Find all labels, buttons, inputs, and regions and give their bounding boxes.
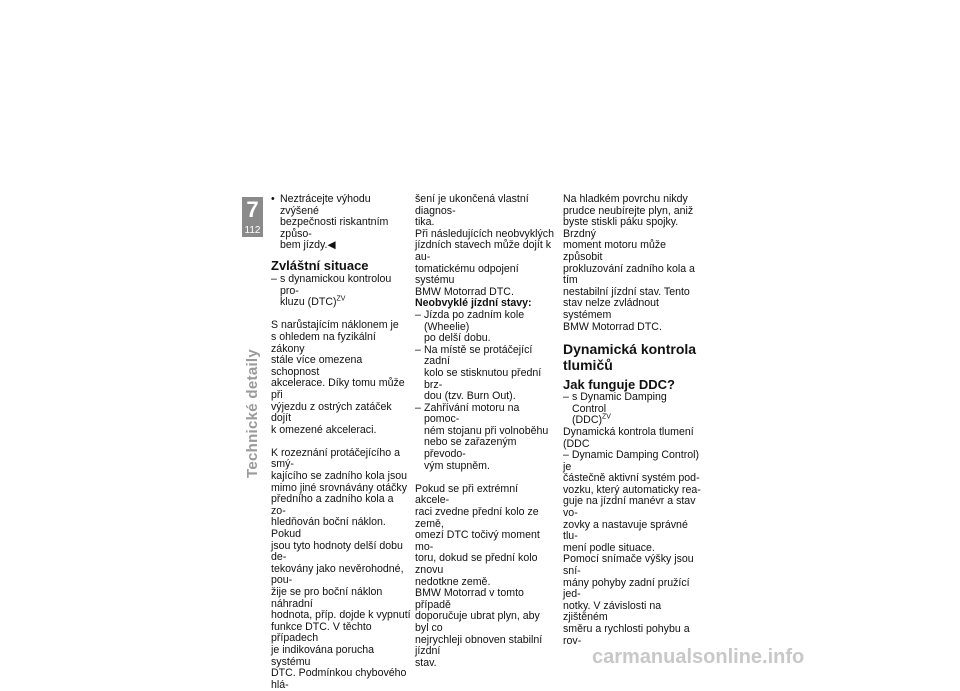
paragraph-lean-angle: S narůstajícím náklonem je s ohledem na fyzikální zákony stále více omezena schopnost akcelerace. Díky tomu může při výjezdu z ostrých zatáček dojít k omezené akceleraci. (271, 319, 405, 436)
bullet-marker: • (271, 193, 275, 205)
column-2 (415, 194, 555, 669)
end-marker-icon: ◀ (327, 239, 336, 252)
paragraph-smooth-surface: Na hladkém povrchu nikdy prudce neubírejte plyn, aniž byste stiskli páku spojky. Brzdný moment motoru může způsobit prokluzování zadního kola a tím nestabilní jízdní stav. Tento stav nelze zvládnout systémem BMW Motorrad DTC. (563, 193, 695, 333)
dash-marker: – (415, 401, 421, 414)
watermark: carmanualsonline.info (592, 646, 805, 668)
column-3 (563, 194, 703, 647)
dash-marker: – (271, 272, 277, 285)
dash-item-dtc: – s dynamickou kontrolou pro- kluzu (DTC)$^{ZV}$ (271, 272, 392, 309)
section-label-wrapper (244, 348, 264, 478)
subheading-how-ddc-works: Jak funguje DDC? (563, 377, 675, 393)
column-1 (271, 194, 411, 691)
dash-marker: – (415, 343, 421, 356)
section-label: Technické detaily (244, 348, 261, 478)
heading-special-situations: Zvláštní situace (271, 257, 369, 273)
list-item: – Jízda po zadním kole (Wheelie) po delší dobu. (415, 308, 525, 345)
dash-marker: – (563, 391, 569, 404)
chapter-number: 7 (246, 197, 259, 222)
list-item: – Zahřívání motoru na pomoc- ném stojanu při volnoběhu nebo se zařazeným převodo- vým stupněm. (415, 401, 549, 472)
list-item: – Na místě se protáčející zadní kolo se stisknutou přední brz- dou (tzv. Burn Out). (415, 343, 542, 403)
subheading-unusual-states: Neobvyklé jízdní stavy: (415, 297, 532, 310)
paragraph-wheel-detection: K rozeznání protáčejícího a smý- kajícího se zadního kola jsou mimo jiné srovnávány otáčky předního a zadního kola a zo- hledňován boční náklon. Pokud jsou tyto hodnoty delší dobu de- tekovány jako nevěrohodné, pou- žije se pro boční náklon náhradní hodnota, příp. dojde k vypnutí funkce DTC. V těchto případech je indikována porucha systému DTC. Podmínkou chybového hlá- (271, 446, 411, 691)
dash-item-ddc: – s Dynamic Damping Control (DDC)$^{ZV}$ (563, 391, 667, 427)
paragraph-diagnosis: šení je ukončená vlastní diagnos- tika. Při následujících neobvyklých jízdních stavech může dojít k au- tomatickému odpojení systému BMW Motorrad DTC. (415, 193, 554, 298)
bullet-item: • Neztrácejte výhodu zvýšené bezpečnosti riskantním způso- bem jízdy.◀ (271, 193, 389, 252)
paragraph-wheelie: Pokud se při extrémní akcele- raci zvedne přední kolo ze země, omezí DTC točivý moment mo- toru, dokud se přední kolo znovu nedotkne země. BMW Motorrad v tomto případě doporučuje ubrat plyn, aby byl co nejrychleji obnoven stabilní jízdní stav. (415, 482, 543, 669)
paragraph-ddc-description: Dynamická kontrola tlumení (DDC – Dynamic Damping Control) je částečně aktivní systém pod- vozku, který automaticky rea- guje na jízdní manévr a stav vo- zovky a nastavuje správné tlu- mení podle situace. Pomocí snímače výšky jsou sní- mány pohyby zadní pružící jed- notky. V závislosti na zjištěném směru a rychlosti pohybu a rov- (563, 425, 701, 647)
dash-marker: – (415, 308, 421, 321)
heading-dynamic-damping: Dynamická kontrola tlumičů (563, 341, 697, 374)
page-number: 112 (244, 225, 261, 236)
